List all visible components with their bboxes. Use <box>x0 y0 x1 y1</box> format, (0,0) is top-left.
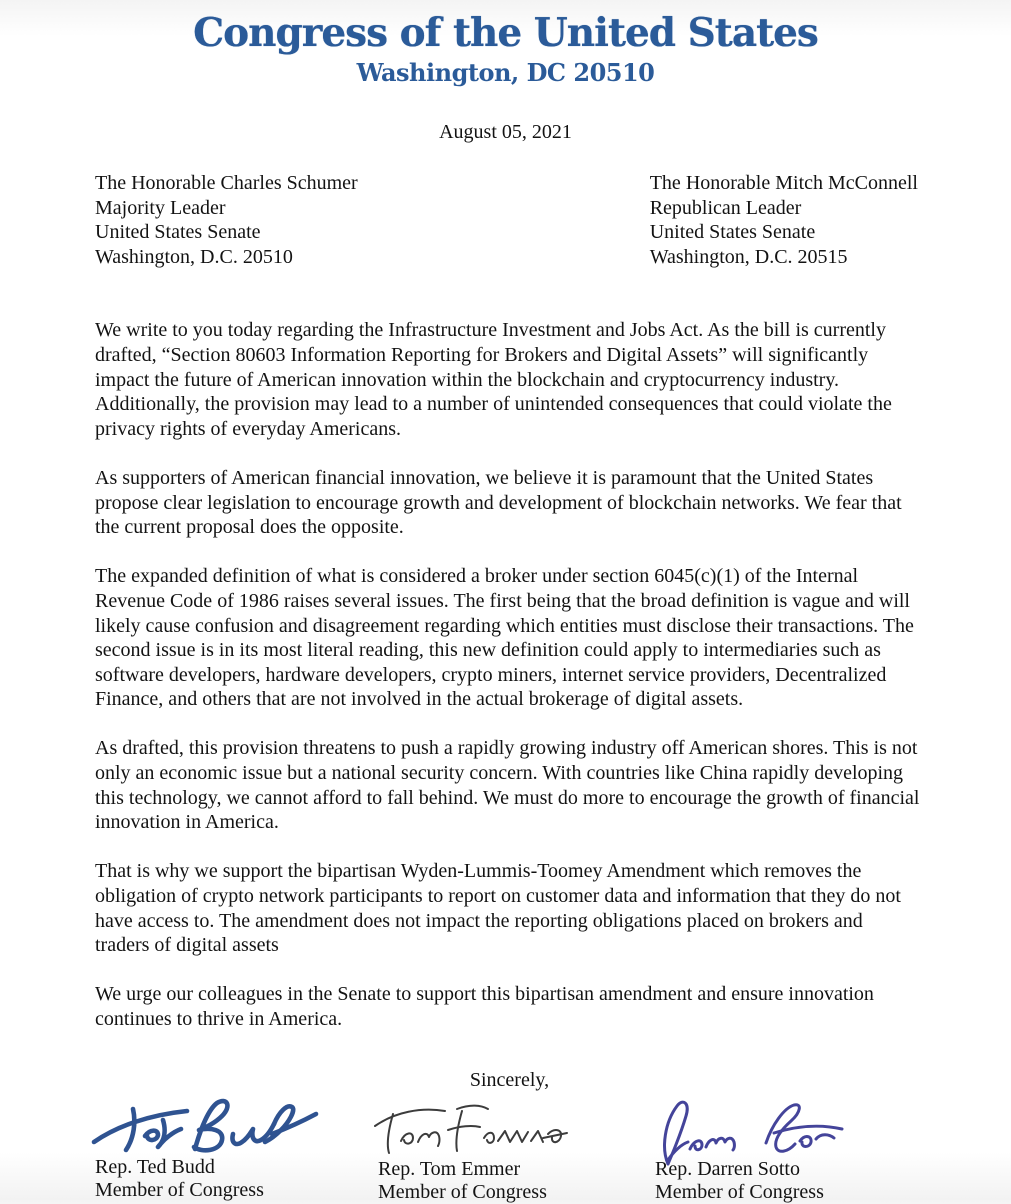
letter-date: August 05, 2021 <box>439 121 572 143</box>
recipient-line: Majority Leader <box>95 196 226 219</box>
recipient-line: Washington, D.C. 20515 <box>649 245 848 268</box>
signature-block <box>0 1096 1011 1204</box>
recipient-line: The Honorable Mitch McConnell <box>649 172 918 194</box>
signer-name: Rep. Darren Sotto <box>655 1157 800 1180</box>
ted-budd-signature-icon <box>89 1096 321 1162</box>
recipient-line: Republican Leader <box>649 196 802 219</box>
signer-title: Member of Congress <box>95 1178 264 1201</box>
letterhead-title: Congress of the United States <box>193 10 818 56</box>
letterhead-subtitle: Washington, DC 20510 <box>356 58 655 87</box>
body-paragraph: As drafted, this provision threatens to push a rapidly growing industry off American shores. This is not only an economic issue but a national security concern. With countries like China rapidly developing this technology, we cannot afford to fall behind. We must do more to encourage the growth of financial innovation in America. <box>95 737 920 834</box>
recipient-line: The Honorable Charles Schumer <box>95 172 358 194</box>
signer-ted-budd <box>95 1096 378 1204</box>
body-paragraph: We write to you today regarding the Infrastructure Investment and Jobs Act. As the bill is currently drafted, “Section 80603 Information Reporting for Brokers and Digital Assets” will significantly impact the future of American innovation within the blockchain and cryptocurrency industry. Additionally, the provision may lead to a number of unintended consequences that could violate the privacy rights of everyday Americans. <box>95 319 892 440</box>
recipient-line: Washington, D.C. 20510 <box>95 245 293 268</box>
signer-tom-emmer <box>378 1096 655 1204</box>
recipient-line: United States Senate <box>95 221 261 244</box>
body-paragraph: We urge our colleagues in the Senate to support this bipartisan amendment and ensure innovation continues to thrive in America. <box>95 983 874 1030</box>
recipient-blocks <box>95 171 918 269</box>
closing-salutation: Sincerely, <box>469 1068 550 1091</box>
recipient-right <box>650 171 918 269</box>
body-paragraph: That is why we support the bipartisan Wyden-Lummis-Toomey Amendment which removes the obligation of crypto network participants to report on customer data and information that they do not have access to. The amendment does not impact the reporting obligations placed on brokers and traders of digital assets <box>95 860 901 957</box>
letterhead <box>0 0 1011 88</box>
tom-emmer-signature-icon <box>369 1100 571 1158</box>
signer-title: Member of Congress <box>655 1180 824 1203</box>
recipient-line: United States Senate <box>649 221 816 244</box>
recipient-left <box>95 171 358 269</box>
body-paragraph: The expanded definition of what is considered a broker under section 6045(c)(1) of the Internal Revenue Code of 1986 raises several issues. The first being that the broad definition is vague and will likely cause confusion and disagreement regarding which entities must disclose their transactions. The second issue is in its most literal reading, this new definition could apply to intermediaries such as software developers, hardware developers, crypto miners, internet service providers, Decentralized Finance, and others that are not involved in the actual brokerage of digital assets. <box>95 565 914 711</box>
signer-name: Rep. Tom Emmer <box>378 1157 521 1180</box>
letter-body <box>95 318 921 1031</box>
signer-darren-sotto <box>655 1096 935 1204</box>
signer-title: Member of Congress <box>378 1180 547 1203</box>
signer-name: Rep. Ted Budd <box>95 1155 215 1178</box>
body-paragraph: As supporters of American financial innovation, we believe it is paramount that the United States propose clear legislation to encourage growth and development of blockchain networks. We fear that the current proposal does the opposite. <box>95 466 902 539</box>
